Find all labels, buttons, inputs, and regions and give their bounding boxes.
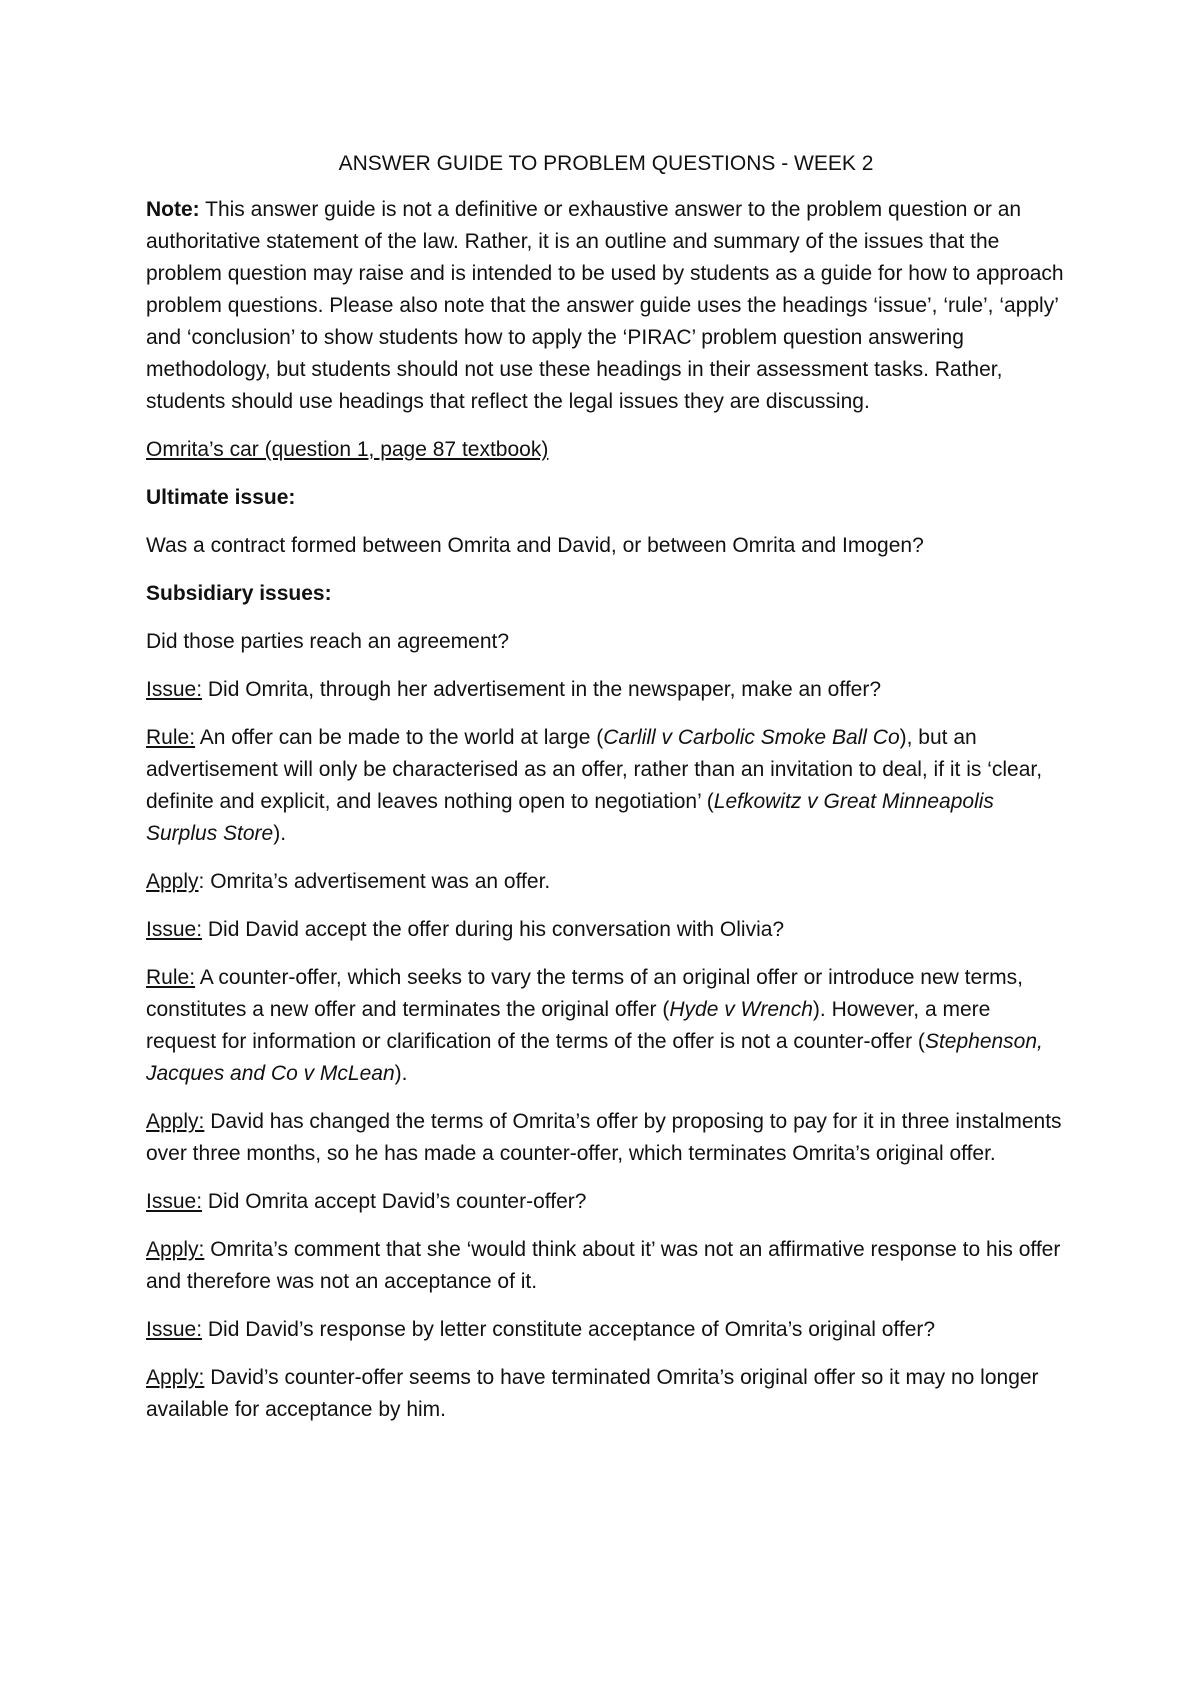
issue-label: Issue: bbox=[146, 678, 203, 701]
case-name: Carlill v Carbolic Smoke Ball Co bbox=[603, 726, 900, 749]
rule-text-part: ). bbox=[273, 822, 287, 845]
section-heading bbox=[146, 434, 1066, 466]
issue-text: Did Omrita, through her advertisement in the newspaper, make an offer? bbox=[202, 678, 882, 701]
issue-text: Did David’s response by letter constitute acceptance of Omrita’s original offer? bbox=[202, 1318, 936, 1341]
document-title: ANSWER GUIDE TO PROBLEM QUESTIONS - WEEK 2 bbox=[338, 152, 874, 175]
apply-label: Apply: bbox=[146, 1366, 205, 1389]
apply-paragraph-1 bbox=[146, 866, 1066, 898]
issue-label: Issue: bbox=[146, 1190, 203, 1213]
ultimate-issue-heading: Ultimate issue: bbox=[146, 486, 296, 509]
apply-paragraph-3 bbox=[146, 1234, 1066, 1298]
issue-text: Did David accept the offer during his conversation with Olivia? bbox=[202, 918, 785, 941]
issue-label: Issue: bbox=[146, 1318, 203, 1341]
section-heading-text: Omrita’s car (question 1, page 87 textbook) bbox=[146, 438, 549, 461]
note-label: Note: bbox=[146, 198, 200, 221]
issue-paragraph-1 bbox=[146, 674, 1066, 706]
apply-text: David’s counter-offer seems to have terminated Omrita’s original offer so it may no longer available for acceptance by him. bbox=[146, 1366, 1039, 1421]
note-paragraph bbox=[146, 194, 1066, 418]
rule-text-part: ), but an advertisement will only be characterised as an offer, rather than an invitation to deal, if it is ‘clear, definite and explicit, and leaves nothing open to negotiation’ ( bbox=[146, 726, 1043, 813]
issue-paragraph-4 bbox=[146, 1314, 1066, 1346]
apply-text: Omrita’s comment that she ‘would think about it’ was not an affirmative response to his offer and therefore was not an acceptance of it. bbox=[146, 1238, 1061, 1293]
apply-label: Apply bbox=[146, 870, 199, 893]
issue-label: Issue: bbox=[146, 918, 203, 941]
apply-paragraph-4 bbox=[146, 1362, 1066, 1426]
rule-text-part: ). However, a mere request for information or clarification of the terms of the offer is not a counter-offer ( bbox=[146, 998, 991, 1053]
rule-text-part: An offer can be made to the world at large ( bbox=[195, 726, 604, 749]
rule-paragraph-2 bbox=[146, 962, 1066, 1090]
rule-text-part: A counter-offer, which seeks to vary the terms of an original offer or introduce new terms, constitutes a new offer and terminates the original offer ( bbox=[146, 966, 1023, 1021]
subsidiary-issues-text: Did those parties reach an agreement? bbox=[146, 630, 510, 653]
case-name: Stephenson, Jacques and Co v McLean bbox=[146, 1030, 1043, 1085]
apply-label: Apply: bbox=[146, 1110, 205, 1133]
subsidiary-issues-heading: Subsidiary issues: bbox=[146, 582, 332, 605]
issue-paragraph-3 bbox=[146, 1186, 1066, 1218]
document-page bbox=[146, 148, 1066, 1442]
apply-text: : Omrita’s advertisement was an offer. bbox=[198, 870, 551, 893]
note-text: This answer guide is not a definitive or exhaustive answer to the problem question or an authoritative statement of the law. Rather, it is an outline and summary of the issues that the problem question may raise and is intended to be used by students as a guide for how to approach problem questions. Please also note that the answer guide uses the headings ‘issue’, ‘rule’, ‘apply’ and ‘conclusion’ to show students how to apply the ‘PIRAC’ problem question answering methodology, but students should not use these headings in their assessment tasks. Rather, students should use headings that reflect the legal issues they are discussing. bbox=[146, 198, 1064, 413]
rule-label: Rule: bbox=[146, 726, 196, 749]
rule-text-part: ). bbox=[394, 1062, 408, 1085]
issue-text: Did Omrita accept David’s counter-offer? bbox=[202, 1190, 587, 1213]
case-name: Lefkowitz v Great Minneapolis Surplus Store bbox=[146, 790, 994, 845]
rule-paragraph-1 bbox=[146, 722, 1066, 850]
rule-label: Rule: bbox=[146, 966, 196, 989]
case-name: Hyde v Wrench bbox=[669, 998, 813, 1021]
ultimate-issue-text: Was a contract formed between Omrita and David, or between Omrita and Imogen? bbox=[146, 534, 924, 557]
apply-text: David has changed the terms of Omrita’s offer by proposing to pay for it in three instalments over three months, so he has made a counter-offer, which terminates Omrita’s original offer. bbox=[146, 1110, 1062, 1165]
apply-label: Apply: bbox=[146, 1238, 205, 1261]
issue-paragraph-2 bbox=[146, 914, 1066, 946]
apply-paragraph-2 bbox=[146, 1106, 1066, 1170]
